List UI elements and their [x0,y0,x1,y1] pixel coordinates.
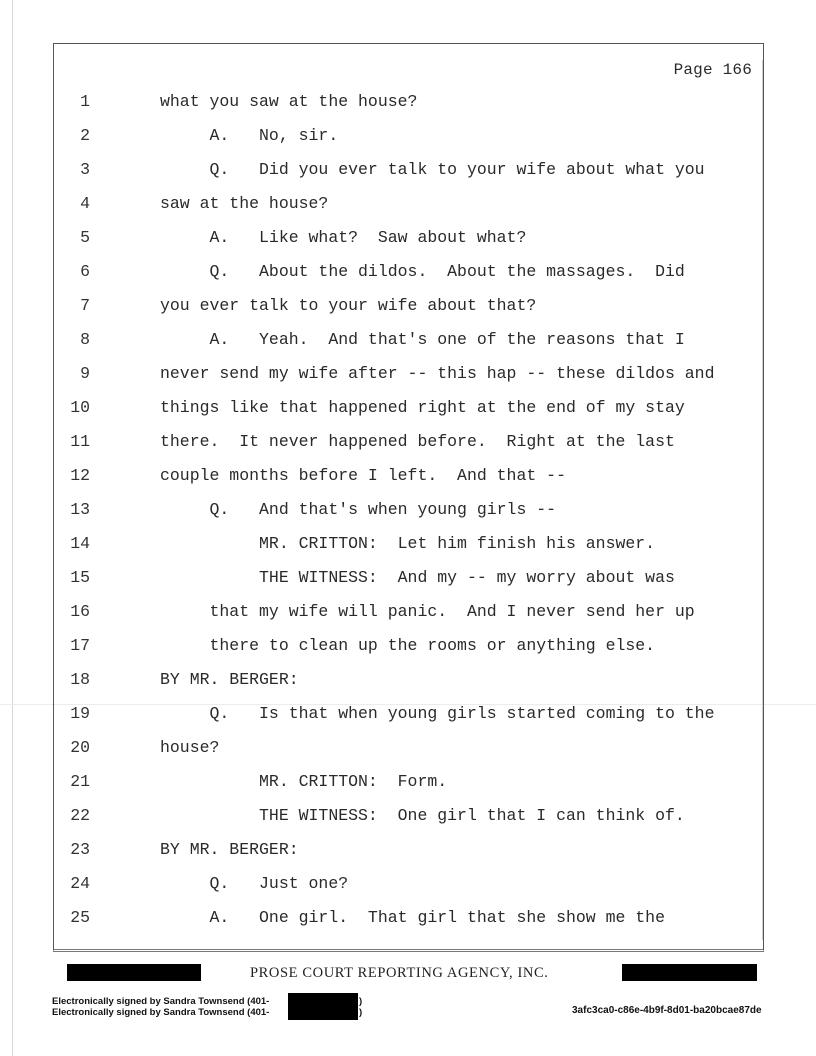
page-number: Page 166 [673,61,752,79]
line-text: THE WITNESS: One girl that I can think of. [160,806,685,825]
document-hash: 3afc3ca0-c86e-4b9f-8d01-ba20bcae87de [572,1005,762,1016]
line-number: 10 [70,398,90,417]
line-text: house? [160,738,220,757]
line-number: 17 [70,636,90,655]
line-text: there. It never happened before. Right at the last [160,432,675,451]
transcript-line [0,124,816,148]
electronic-signature-line-1: Electronically signed by Sandra Townsend (401- [52,996,270,1007]
redaction-box-left [67,964,201,981]
transcript-line [0,668,816,692]
line-number: 3 [80,160,90,179]
electronic-signature-line-2: Electronically signed by Sandra Townsend (401- [52,1007,270,1018]
signature-paren-1: ) [359,996,363,1007]
transcript-line [0,362,816,386]
line-text: A. Yeah. And that's one of the reasons that I [160,330,685,349]
line-text: that my wife will panic. And I never send her up [160,602,695,621]
line-text: BY MR. BERGER: [160,840,299,859]
transcript-line [0,532,816,556]
transcript-line [0,906,816,930]
line-number: 8 [80,330,90,349]
line-number: 18 [70,670,90,689]
line-number: 13 [70,500,90,519]
line-text: never send my wife after -- this hap -- these dildos and [160,364,715,383]
line-text: THE WITNESS: And my -- my worry about was [160,568,675,587]
line-number: 21 [70,772,90,791]
line-text: you ever talk to your wife about that? [160,296,537,315]
line-text: couple months before I left. And that -- [160,466,566,485]
signature-paren-2: ) [359,1007,363,1018]
transcript-line [0,90,816,114]
transcript-line [0,736,816,760]
line-text: there to clean up the rooms or anything else. [160,636,656,655]
line-number: 22 [70,806,90,825]
line-number: 25 [70,908,90,927]
transcript-line [0,396,816,420]
transcript-line [0,158,816,182]
transcript-line [0,464,816,488]
reporting-agency-name: PROSE COURT REPORTING AGENCY, INC. [250,965,549,981]
line-number: 6 [80,262,90,281]
line-text: Q. Did you ever talk to your wife about what you [160,160,705,179]
transcript-line [0,192,816,216]
line-number: 5 [80,228,90,247]
transcript-line [0,804,816,828]
line-text: Q. And that's when young girls -- [160,500,557,519]
line-text: BY MR. BERGER: [160,670,299,689]
line-number: 9 [80,364,90,383]
signature-redaction-box [288,993,358,1020]
line-text: MR. CRITTON: Form. [160,772,448,791]
line-number: 20 [70,738,90,757]
transcript-line [0,770,816,794]
line-number: 19 [70,704,90,723]
line-text: A. No, sir. [160,126,339,145]
transcript-line [0,498,816,522]
line-number: 14 [70,534,90,553]
line-text: saw at the house? [160,194,329,213]
line-text: what you saw at the house? [160,92,418,111]
line-text: Q. About the dildos. About the massages. Did [160,262,685,281]
transcript-line [0,634,816,658]
line-number: 15 [70,568,90,587]
line-text: MR. CRITTON: Let him finish his answer. [160,534,656,553]
transcript-line [0,872,816,896]
line-number: 12 [70,466,90,485]
line-number: 16 [70,602,90,621]
transcript-line [0,294,816,318]
line-text: Q. Just one? [160,874,349,893]
line-number: 11 [70,432,90,451]
line-text: A. Like what? Saw about what? [160,228,527,247]
line-number: 7 [80,296,90,315]
transcript-line [0,702,816,726]
transcript-line [0,430,816,454]
transcript-line [0,566,816,590]
transcript-line [0,600,816,624]
line-text: things like that happened right at the end of my stay [160,398,685,417]
line-number: 1 [80,92,90,111]
line-number: 23 [70,840,90,859]
line-number: 2 [80,126,90,145]
transcript-line [0,226,816,250]
line-text: A. One girl. That girl that she show me the [160,908,665,927]
transcript-line [0,838,816,862]
line-text: Q. Is that when young girls started coming to the [160,704,715,723]
line-number: 24 [70,874,90,893]
transcript-line [0,328,816,352]
redaction-box-right [622,964,757,981]
transcript-line [0,260,816,284]
line-number: 4 [80,194,90,213]
